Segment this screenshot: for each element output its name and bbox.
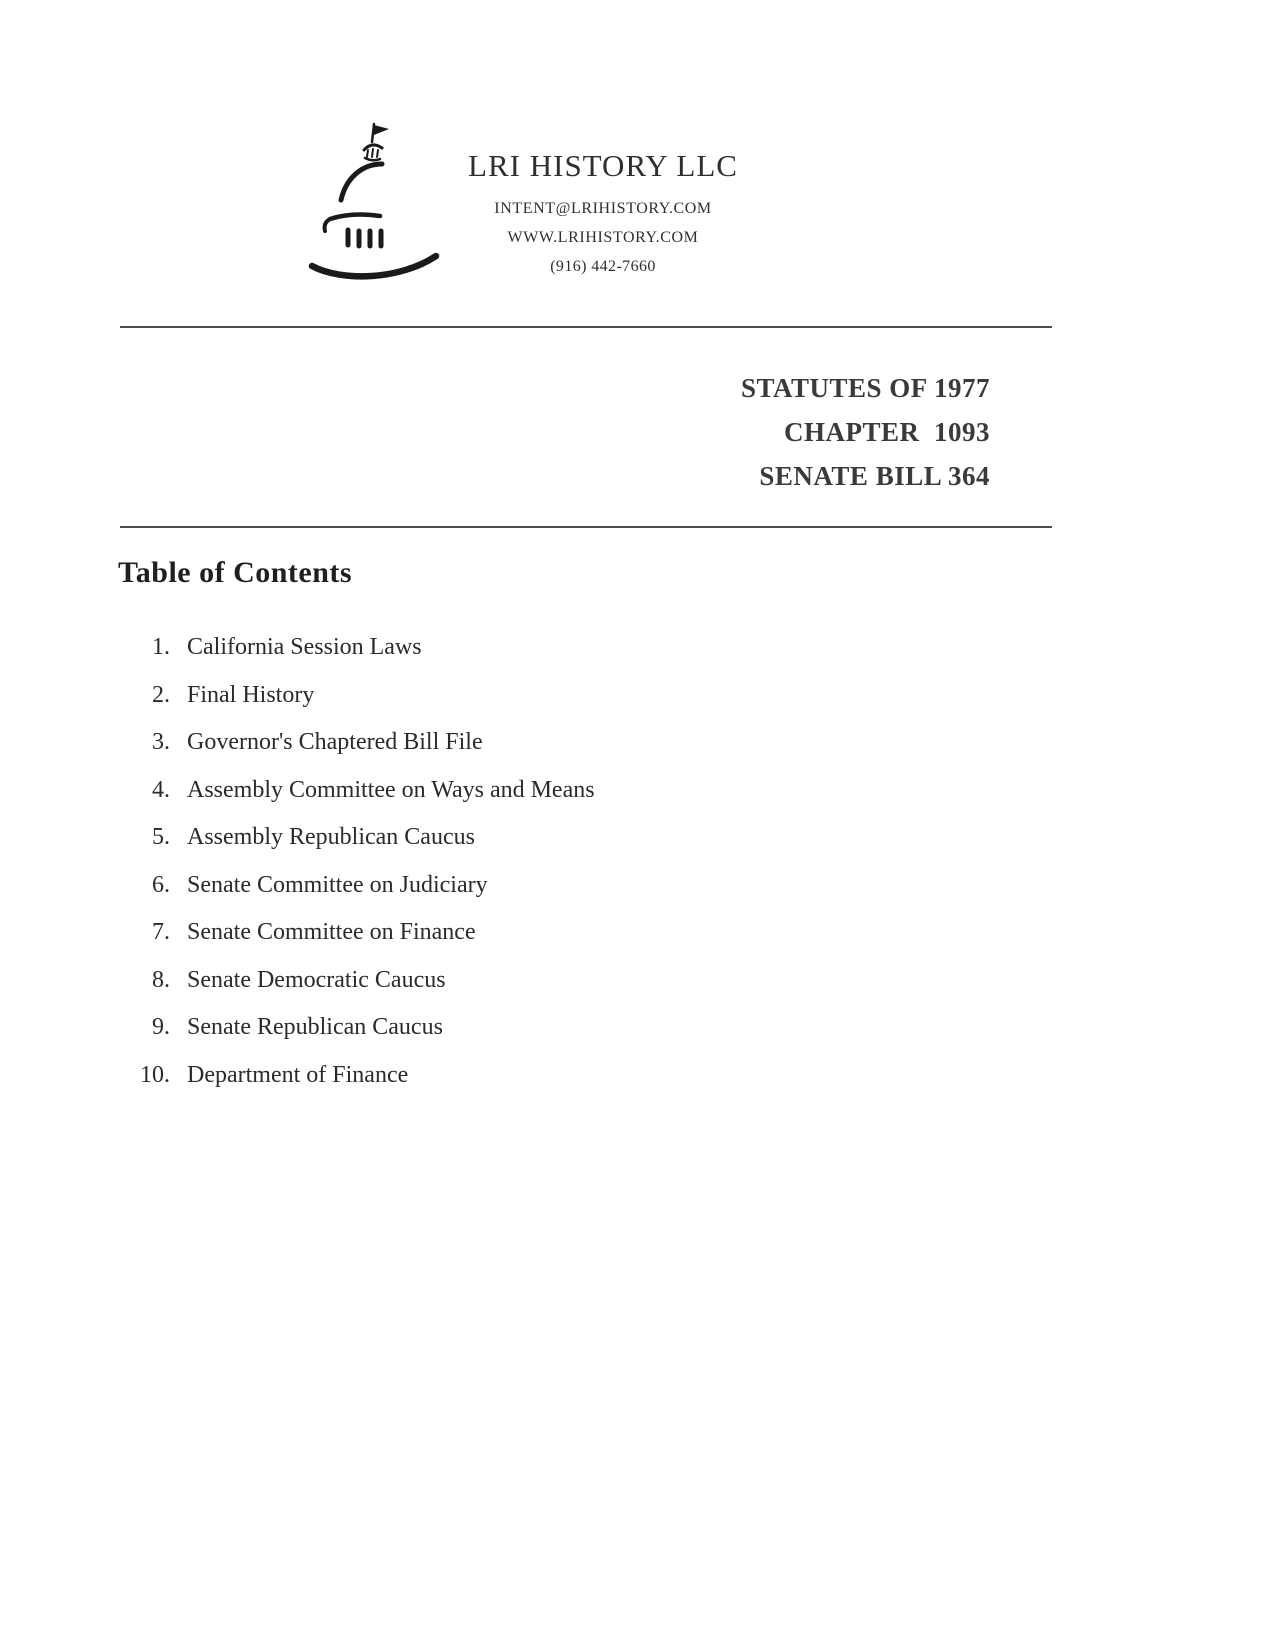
toc-item	[118, 814, 878, 862]
toc-heading: Table of Contents	[118, 556, 353, 589]
toc-item-label: Senate Democratic Caucus	[187, 966, 446, 993]
toc-item-label: Senate Committee on Judiciary	[187, 871, 488, 898]
toc-item	[118, 624, 878, 672]
toc-item-label: Department of Finance	[187, 1061, 409, 1088]
toc-item-number: 10.	[140, 1061, 170, 1088]
toc-item-number: 1.	[152, 634, 170, 660]
toc-item	[118, 672, 878, 720]
toc-item-label: Governor's Chaptered Bill File	[187, 729, 483, 755]
company-name: LRI HISTORY LLC	[468, 148, 738, 183]
toc-item-number: 5.	[152, 824, 170, 850]
statute-title-block	[741, 366, 990, 498]
toc-item	[118, 1004, 878, 1052]
company-phone: (916) 442-7660	[550, 258, 656, 275]
letterhead	[303, 148, 903, 276]
company-email: INTENT@LRIHISTORY.COM	[494, 200, 712, 217]
toc-item-number: 8.	[152, 966, 170, 993]
statutes-line: STATUTES OF 1977	[740, 373, 990, 403]
toc-item	[118, 719, 878, 767]
toc-item-label: Final History	[187, 681, 315, 708]
toc-item-number: 4.	[152, 776, 170, 803]
toc-item	[118, 909, 878, 957]
toc-item-number: 6.	[152, 871, 170, 898]
toc-item-number: 7.	[152, 919, 170, 945]
toc-item-number: 9.	[152, 1014, 170, 1040]
chapter-line: CHAPTER 1093	[783, 417, 990, 447]
toc-list	[118, 624, 878, 1099]
toc-item-label: California Session Laws	[187, 634, 422, 660]
toc-item	[118, 862, 878, 910]
toc-item	[118, 767, 878, 815]
toc-item-label: Assembly Republican Caucus	[187, 824, 475, 850]
divider-top	[120, 326, 1052, 328]
toc-item-number: 2.	[152, 681, 170, 708]
company-website: WWW.LRIHISTORY.COM	[507, 229, 699, 246]
toc-item-label: Senate Committee on Finance	[187, 919, 476, 945]
toc-item-label: Assembly Committee on Ways and Means	[187, 776, 595, 803]
toc-item	[118, 1052, 878, 1100]
toc-item	[118, 957, 878, 1005]
toc-item-label: Senate Republican Caucus	[187, 1014, 443, 1040]
senate-bill-line: SENATE BILL 364	[759, 461, 990, 491]
toc-item-number: 3.	[152, 729, 170, 755]
divider-bottom	[120, 526, 1052, 528]
